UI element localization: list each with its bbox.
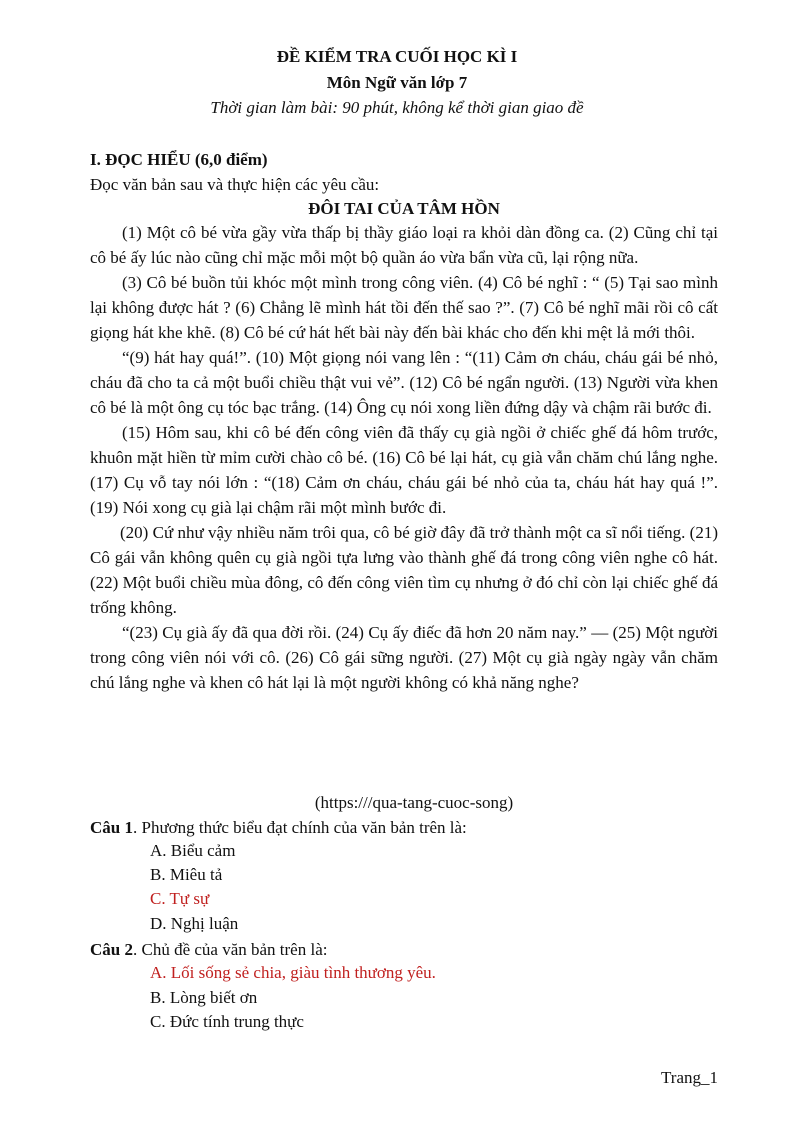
question-text: . Phương thức biểu đạt chính của văn bản trên là: — [132, 818, 467, 837]
answer-option-correct: C. Tự sự — [150, 889, 210, 908]
passage-title: ĐÔI TAI CỦA TÂM HỒN — [308, 199, 500, 218]
passage-paragraph: (20) Cứ như vậy nhiều năm trôi qua, cô bé giờ đây đã trở thành một ca sĩ nổi tiếng. (21) Cô gái vẫn không quên cụ già ngồi tựa lưng vào thành ghế đá trong công viên nghe cô hát. (22) Một buổi chiều mùa đông, cô đến công viên tìm cụ nhưng ở đó chỉ còn lại chiếc ghế đá trống không. — [90, 523, 718, 617]
answer-option: D. Nghị luận — [150, 914, 239, 933]
answer-option: C. Đức tính trung thực — [150, 1012, 304, 1031]
answer-option-correct: A. Lối sống sẻ chia, giàu tình thương yêu. — [150, 963, 436, 982]
question-text: . Chủ đề của văn bản trên là: — [132, 940, 328, 959]
answer-option: B. Lòng biết ơn — [150, 988, 258, 1007]
answer-option: B. Miêu tả — [150, 865, 223, 884]
answer-option: A. Biểu cảm — [150, 841, 236, 860]
question-label: Câu 1 — [90, 818, 133, 837]
question-label: Câu 2 — [90, 940, 133, 959]
exam-subject: Môn Ngữ văn lớp 7 — [326, 73, 468, 92]
passage-paragraph: “(23) Cụ già ấy đã qua đời rồi. (24) Cụ ấy điếc đã hơn 20 năm nay.” — (25) Một người trong công viên nói với cô. (26) Cô gái sững người. (27) Một cụ già ngày ngày vẫn chăm chú lắng nghe và khen cô hát lại là một người không có khả năng nghe? — [90, 623, 718, 692]
passage-paragraph: “(9) hát hay quá!”. (10) Một giọng nói vang lên : “(11) Cảm ơn cháu, cháu gái bé nhỏ, cháu đã cho ta cả một buổi chiều thật vui vẻ”. (12) Cô bé ngẩn người. (13) Người vừa khen cô bé là một ông cụ tóc bạc trắng. (14) Ông cụ nói xong liền đứng dậy và chậm rãi bước đi. — [90, 348, 718, 417]
section-heading: I. ĐỌC HIỂU (6,0 điểm) — [90, 150, 268, 169]
exam-time: Thời gian làm bài: 90 phút, không kể thời gian giao đề — [210, 98, 584, 117]
page-number: Trang_1 — [661, 1068, 718, 1087]
passage-body — [90, 220, 718, 695]
question-1 — [90, 815, 718, 840]
passage-source: (https:///qua-tang-cuoc-song) — [314, 793, 514, 812]
section-instruction: Đọc văn bản sau và thực hiện các yêu cầu: — [90, 175, 380, 194]
passage-paragraph: (3) Cô bé buồn tủi khóc một mình trong công viên. (4) Cô bé nghĩ : “ (5) Tại sao mình lại không được hát ? (6) Chẳng lẽ mình hát tồi đến thế sao ?”. (7) Cô bé nghĩ mãi rồi cô cất giọng hát khe khẽ. (8) Cô bé cứ hát hết bài này đến bài khác cho đến khi mệt lả mới thôi. — [90, 273, 718, 342]
passage-paragraph: (1) Một cô bé vừa gầy vừa thấp bị thầy giáo loại ra khỏi dàn đồng ca. (2) Cũng chỉ tại cô bé ấy lúc nào cũng chỉ mặc mỗi một bộ quần áo vừa bẩn vừa cũ, lại rộng nữa. — [90, 223, 718, 267]
exam-title: ĐỀ KIỂM TRA CUỐI HỌC KÌ I — [276, 47, 518, 66]
question-2 — [90, 937, 718, 962]
passage-paragraph: (15) Hôm sau, khi cô bé đến công viên đã thấy cụ già ngồi ở chiếc ghế đá hôm trước, khuôn mặt hiền từ mỉm cười chào cô bé. (16) Cô bé lại hát, cụ già vẫn chăm chú lắng nghe. (17) Cụ vỗ tay nói lớn : “(18) Cảm ơn cháu, cháu gái bé nhỏ của ta, cháu hát hay quá !”. (19) Nói xong cụ già lại chậm rãi một mình bước đi. — [90, 423, 718, 517]
